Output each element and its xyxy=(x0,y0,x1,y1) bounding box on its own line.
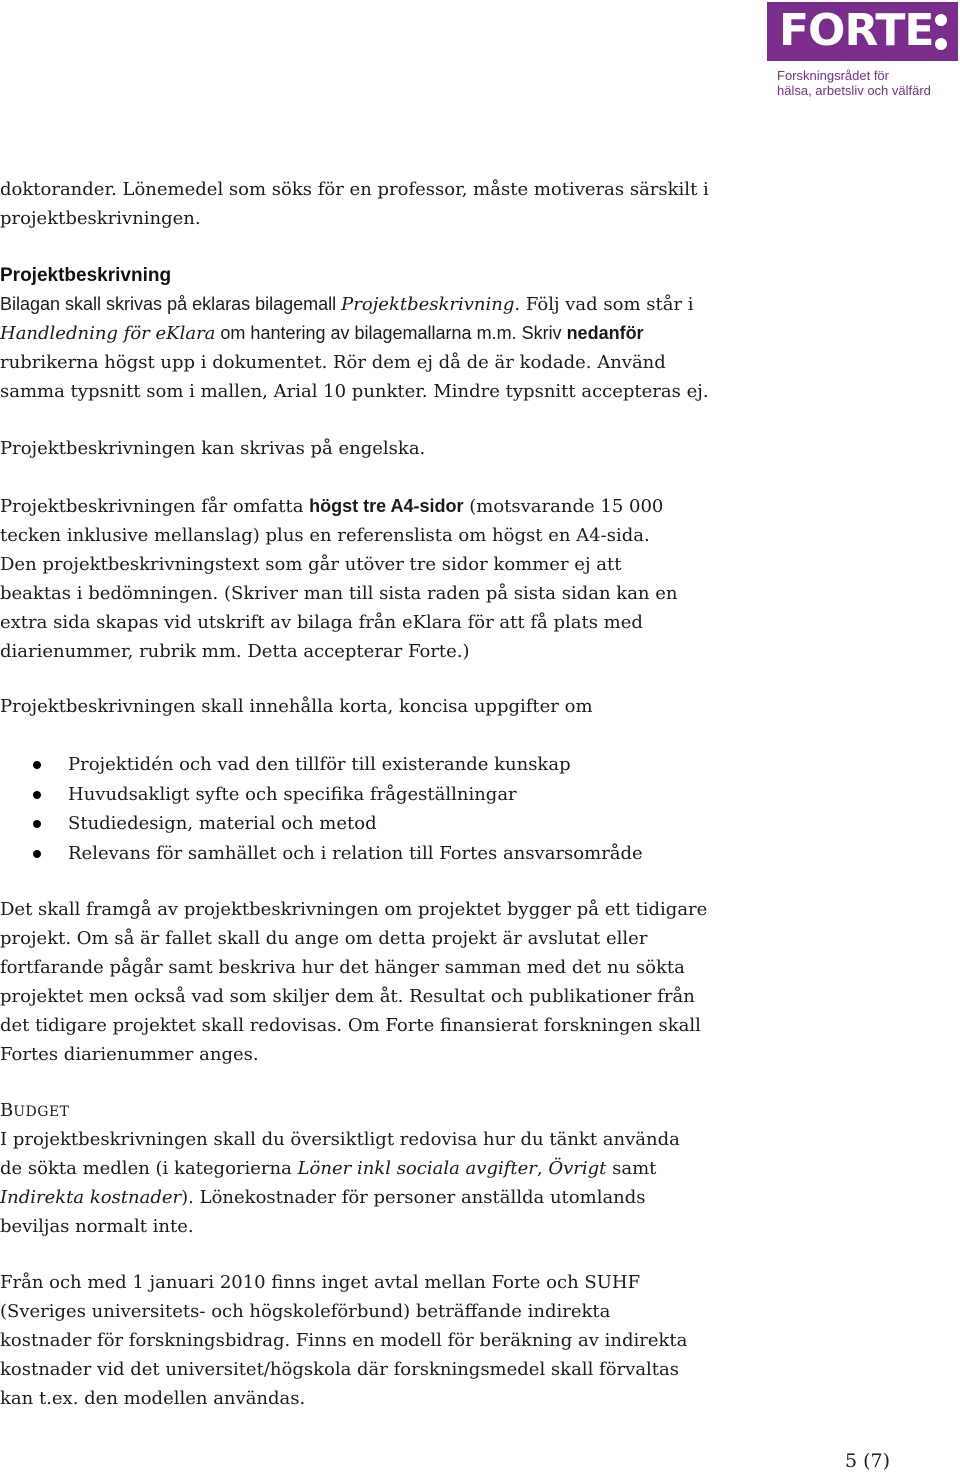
logo-subtitle-line2: hälsa, arbetsliv och välfärd xyxy=(777,83,931,98)
intro-line-1: doktorander. Lönemedel som söks för en professor, måste motiveras särskilt i xyxy=(0,179,709,200)
projekt-paragraph-3 xyxy=(0,492,680,666)
budget-category-salaries: Löner inkl sociala avgifter xyxy=(297,1158,537,1179)
p3-text-c: (motsvarande 15 000 tecken inklusive mellanslag) plus en referenslista om högst en A4-sida. Den projektbeskrivningstext som går utöver tre sidor kommer ej att beaktas i bedömningen. (Skriver man till sista raden på sista sidan kan en extra sida skapas vid utskrift av bilaga från eKlara för att få plats med diarienummer, rubrik mm. Detta accepterar Forte.) xyxy=(0,496,678,662)
logo-wordmark: FORTE xyxy=(779,5,934,56)
list-item: Projektidén och vad den tillför till existerande kunskap xyxy=(0,750,720,780)
p1-template-name: Projektbeskrivning xyxy=(341,294,515,315)
p1-text-c: . Följ vad som står i xyxy=(514,294,694,315)
p3-text-a: Projektbeskrivningen får omfatta xyxy=(0,496,310,517)
logo-subtitle-line1: Forskningsrådet för xyxy=(777,68,889,83)
list-item: Relevans för samhället och i relation till Fortes ansvarsområde xyxy=(0,839,720,869)
intro-paragraph xyxy=(0,175,720,233)
p1-emphasis: nedanför xyxy=(566,323,644,343)
bullet-icon xyxy=(33,850,41,858)
logo-colon-icon xyxy=(935,14,947,50)
p1-text-g: rubrikerna högst upp i dokumentet. Rör dem ej då de är kodade. Använd samma typsnitt som i mallen, Arial 10 punkter. Mindre typsnitt accepteras ej. xyxy=(0,352,709,402)
logo-subtitle xyxy=(777,68,957,98)
budget-category-indirect: Indirekta kostnader xyxy=(0,1187,182,1208)
budget-category-other: Övrigt xyxy=(548,1158,607,1179)
bullet-icon xyxy=(33,761,41,769)
p1-handbook-name: Handledning för eKlara xyxy=(0,323,216,344)
list-item: Studiedesign, material och metod xyxy=(0,809,720,839)
p3-emphasis: högst tre A4-sidor xyxy=(309,496,464,516)
bullet-icon xyxy=(33,791,41,799)
p1-text-a: Bilagan skall skrivas på eklaras bilagemall xyxy=(0,294,342,314)
section-heading-projektbeskrivning: Projektbeskrivning xyxy=(0,265,172,286)
projekt-paragraph-2: Projektbeskrivningen kan skrivas på engelska. xyxy=(0,438,426,459)
bullet-icon xyxy=(33,820,41,828)
projekt-paragraph-4: Projektbeskrivningen skall innehålla korta, koncisa uppgifter om xyxy=(0,696,593,717)
section-heading-budget: BUDGET xyxy=(0,1100,70,1121)
list-item: Huvudsakligt syfte och specifika frågeställningar xyxy=(0,780,720,810)
content-bullet-list xyxy=(0,750,720,868)
projekt-paragraph-5: Det skall framgå av projektbeskrivningen om projektet bygger på ett tidigare projekt. Om så är fallet skall du ange om detta projekt är avslutat eller fortfarande pågår samt beskriva hur det hänger samman med det nu sökta projektet men också vad som skiljer dem åt. Resultat och publikationer från det tidigare projektet skall redovisas. Om Forte finansierat forskningen skall Fortes diarienummer anges. xyxy=(0,899,708,1065)
budget-paragraph-1: I projektbeskrivningen skall du översiktligt redovisa hur du tänkt använda de sökta medlen (i kategorierna Löner inkl sociala avgifter, Övrigt samt Indirekta kostnader). Lönekostnader för personer anställda utomlands beviljas normalt inte. xyxy=(0,1129,680,1237)
page-number: 5 (7) xyxy=(845,1450,891,1472)
intro-line-2: projektbeskrivningen. xyxy=(0,208,201,229)
budget-paragraph-2: Från och med 1 januari 2010 finns inget avtal mellan Forte och SUHF (Sveriges universitets- och högskoleförbund) beträffande indirekta kostnader för forskningsbidrag. Finns en modell för beräkning av indirekta kostnader vid det universitet/högskola där forskningsmedel skall förvaltas kan t.ex. den modellen användas. xyxy=(0,1272,688,1409)
p1-text-e: om hantering av bilagemallarna m.m. Skriv xyxy=(215,323,567,343)
projekt-paragraph-1 xyxy=(0,290,715,406)
forte-logo xyxy=(767,2,958,61)
budget-p1-text-a: I projektbeskrivningen skall du översiktligt redovisa hur du tänkt använda de sökta medlen (i kategorierna xyxy=(0,1129,680,1179)
